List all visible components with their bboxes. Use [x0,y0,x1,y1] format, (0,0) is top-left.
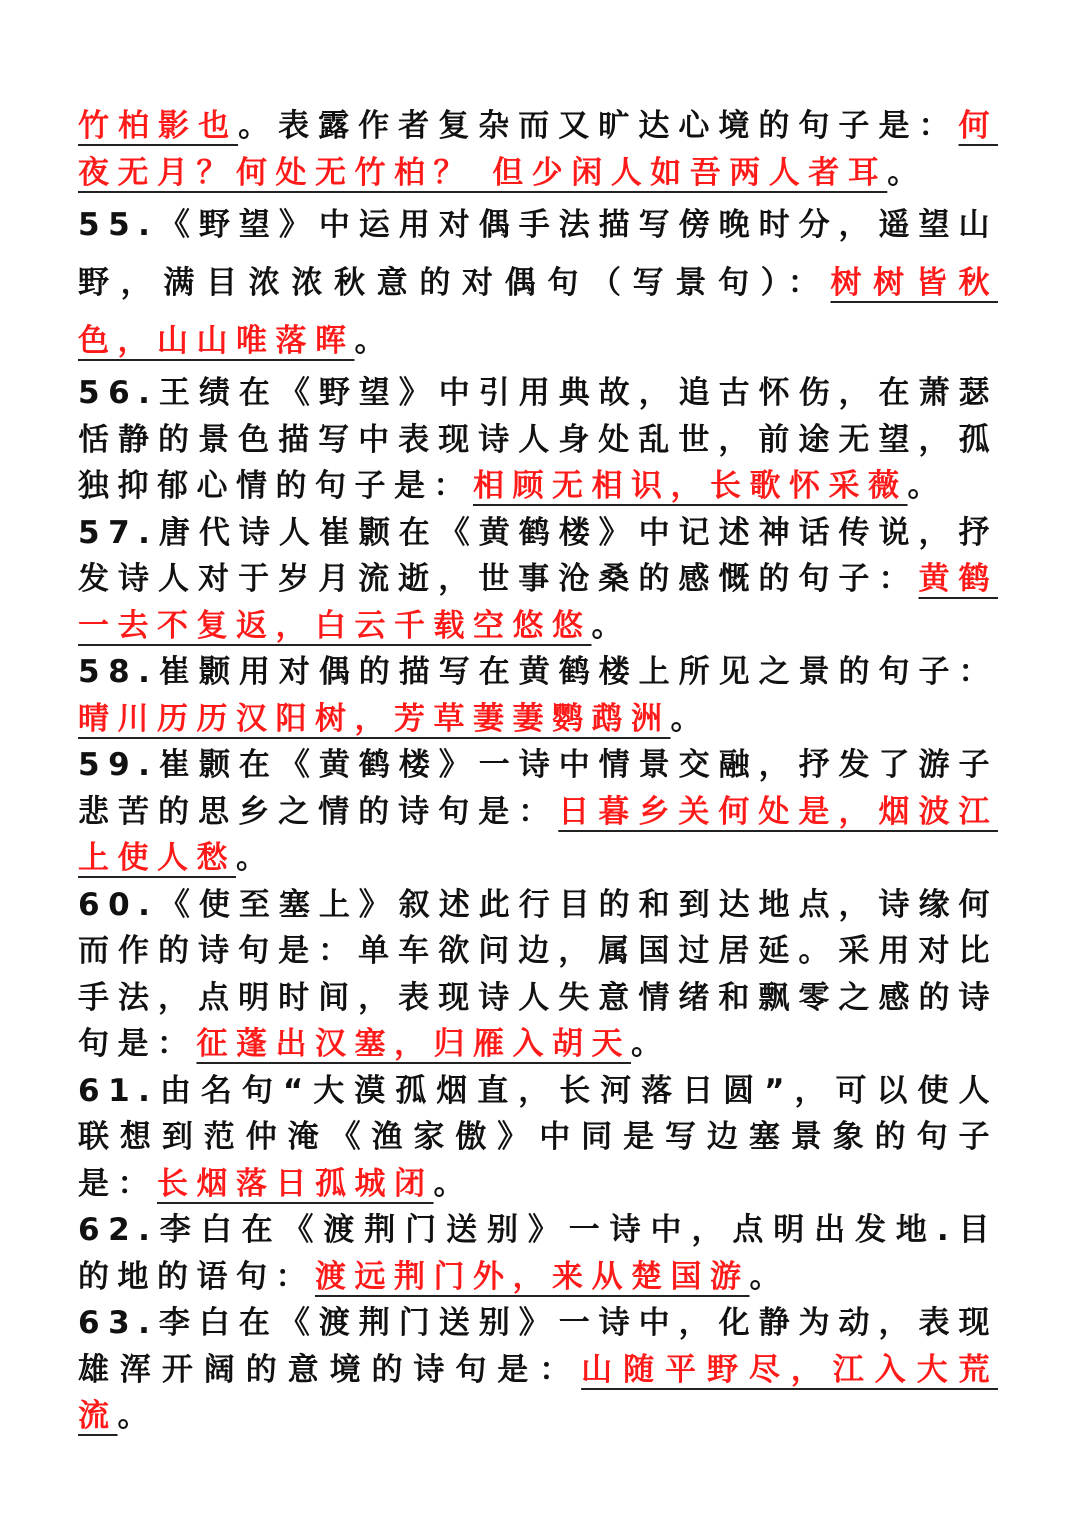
sentence-end: 。 [117,1398,157,1434]
sentence-end: 。 [887,154,927,191]
question-text: 。表露作者复杂而又旷达心境的句子是： [238,108,959,144]
list-item-60 [78,882,998,1068]
list-item-55 [78,196,998,370]
answer-text: 日暮乡关何处是，烟波江上使人愁 [78,793,999,876]
document-body [78,103,998,1440]
answer-text: 长烟落日孤城闭 [157,1165,434,1202]
question-text: 56.王绩在《野望》中引用典故，追古怀伤，在萧瑟恬静的景色描写中表现诗人身处乱世，前途无望，孤独抑郁心情的句子是： [78,375,998,504]
sentence-end: 。 [907,468,947,504]
question-text: 61.由名句“大漠孤烟直，长河落日圆”，可以使人联想到范仲淹《渔家傲》中同是写边塞景象的句子是： [78,1072,998,1202]
answer-text: 黄鹤一去不复返，白云千载空悠悠 [78,561,999,644]
question-text: 57.唐代诗人崔颢在《黄鹤楼》中记述神话传说，抒发诗人对于岁月流逝，世事沧桑的感慨的句子： [78,514,998,597]
sentence-end: 。 [236,840,276,876]
sentence-end: 。 [591,607,631,644]
list-item-57 [78,510,998,650]
sentence-end: 。 [354,323,394,359]
question-text: 55.《野望》中运用对偶手法描写傍晚时分，遥望山野，满目浓浓秋意的对偶句（写景句）： [78,207,998,301]
sentence-end: 。 [749,1258,789,1295]
answer-text: 竹柏影也 [78,108,239,144]
answer-text: 渡远荆门外，来从楚国游 [315,1258,750,1295]
list-item-63 [78,1300,998,1440]
list-item-continuation [78,103,998,196]
question-text: 62.李白在《渡荆门送别》一诗中，点明出发地.目的地的语句： [78,1212,998,1295]
list-item-62 [78,1207,998,1300]
list-item-61 [78,1068,998,1208]
answer-text: 树树皆秋色，山山唯落晖 [78,265,998,359]
answer-text: 相顾无相识，长歌怀采薇 [473,468,908,504]
sentence-end: 。 [433,1165,473,1202]
question-text: 58.崔颢用对偶的描写在黄鹤楼上所见之景的句子： [78,654,998,690]
question-text: 60.《使至塞上》叙述此行目的和到达地点，诗缘何而作的诗句是：单车欲问边，属国过居延。采用对比手法，点明时间，表现诗人失意情绪和飘零之感的诗句是： [78,886,998,1062]
list-item-58 [78,649,998,742]
question-text: 63.李白在《渡荆门送别》一诗中，化静为动，表现雄浑开阔的意境的诗句是： [78,1305,998,1388]
answer-text: 山随平野尽，江入大荒流 [78,1351,999,1434]
list-item-56 [78,370,998,510]
sentence-end: 。 [631,1026,671,1062]
list-item-59 [78,742,998,882]
answer-text: 征蓬出汉塞，归雁入胡天 [196,1026,631,1062]
answer-text: 晴川历历汉阳树，芳草萋萋鹦鹉洲 [78,700,671,737]
answer-text: 何夜无月？何处无竹柏？ 但少闲人如吾两人者耳 [78,108,999,191]
question-text: 59.崔颢在《黄鹤楼》一诗中情景交融，抒发了游子悲苦的思乡之情的诗句是： [78,747,998,830]
sentence-end: 。 [670,700,710,737]
